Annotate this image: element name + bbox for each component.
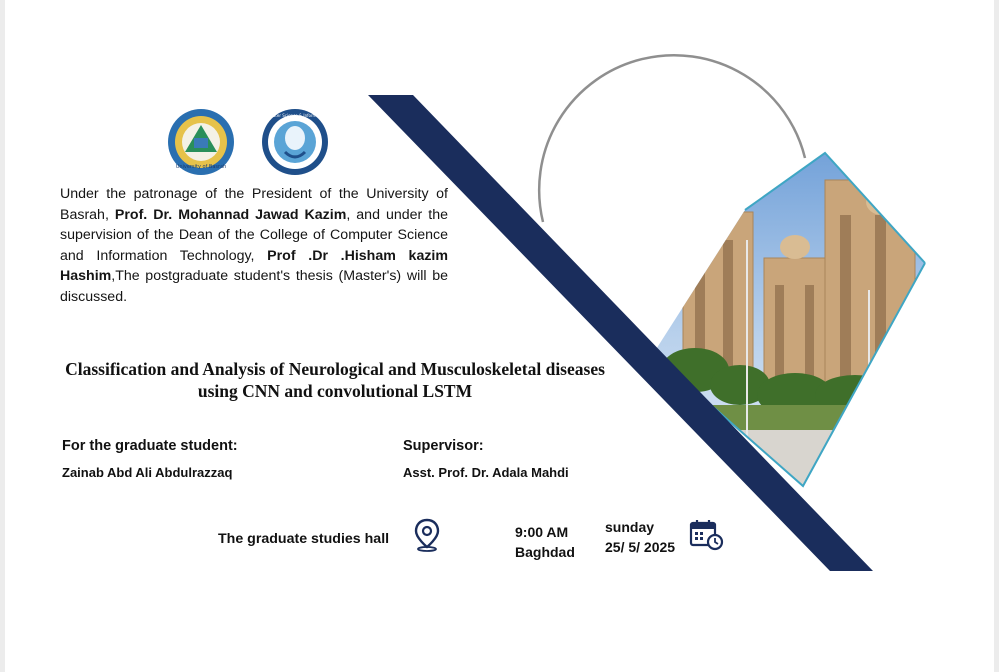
calendar-clock-icon xyxy=(689,518,725,552)
venue-hall: The graduate studies hall xyxy=(218,531,390,547)
dean-name: Prof .Dr .Hisham kazim Hashim xyxy=(60,247,448,285)
graduate-student-name: Zainab Abd Ali Abdulrazzaq xyxy=(62,465,233,480)
supervisor-label: Supervisor: xyxy=(403,438,484,454)
monument-photo xyxy=(645,140,935,500)
college-of-computer-science-logo xyxy=(239,108,351,176)
patronage-text-1: Under the patronage of the President of the University of Basrah, xyxy=(60,186,448,223)
svg-text:University of Basrah: University of Basrah xyxy=(175,164,227,170)
svg-text:College of Computer Science &: College of Computer Science & Information Technology xyxy=(239,113,351,118)
graduate-student-label: For the graduate student: xyxy=(62,438,238,454)
president-name: Prof. Dr. Mohannad Jawad Kazim xyxy=(114,206,347,223)
location-pin-icon xyxy=(413,518,441,552)
thesis-title-line2: using CNN and convolutional LSTM xyxy=(197,381,473,401)
announcement-card xyxy=(5,0,994,672)
thesis-title-line1: Classification and Analysis of Neurological and Musculoskeletal diseases xyxy=(65,359,605,379)
decorative-background xyxy=(5,0,994,672)
patronage-text-2: , and under the supervision of the Dean of the College of Computer Science and Information Technology, xyxy=(60,206,448,264)
patronage-text-3: ,The postgraduate student's thesis (Master's) will be discussed. xyxy=(60,268,448,305)
patronage-paragraph xyxy=(60,184,448,308)
event-date xyxy=(605,517,675,557)
university-of-basrah-logo xyxy=(167,108,235,176)
event-day: sunday xyxy=(605,519,655,535)
event-timezone: Baghdad xyxy=(515,544,575,560)
thesis-title xyxy=(45,358,625,402)
supervisor-name: Asst. Prof. Dr. Adala Mahdi xyxy=(403,465,569,480)
event-time xyxy=(515,522,575,562)
event-date-value: 25/ 5/ 2025 xyxy=(605,539,676,555)
event-clock: 9:00 AM xyxy=(515,524,569,540)
